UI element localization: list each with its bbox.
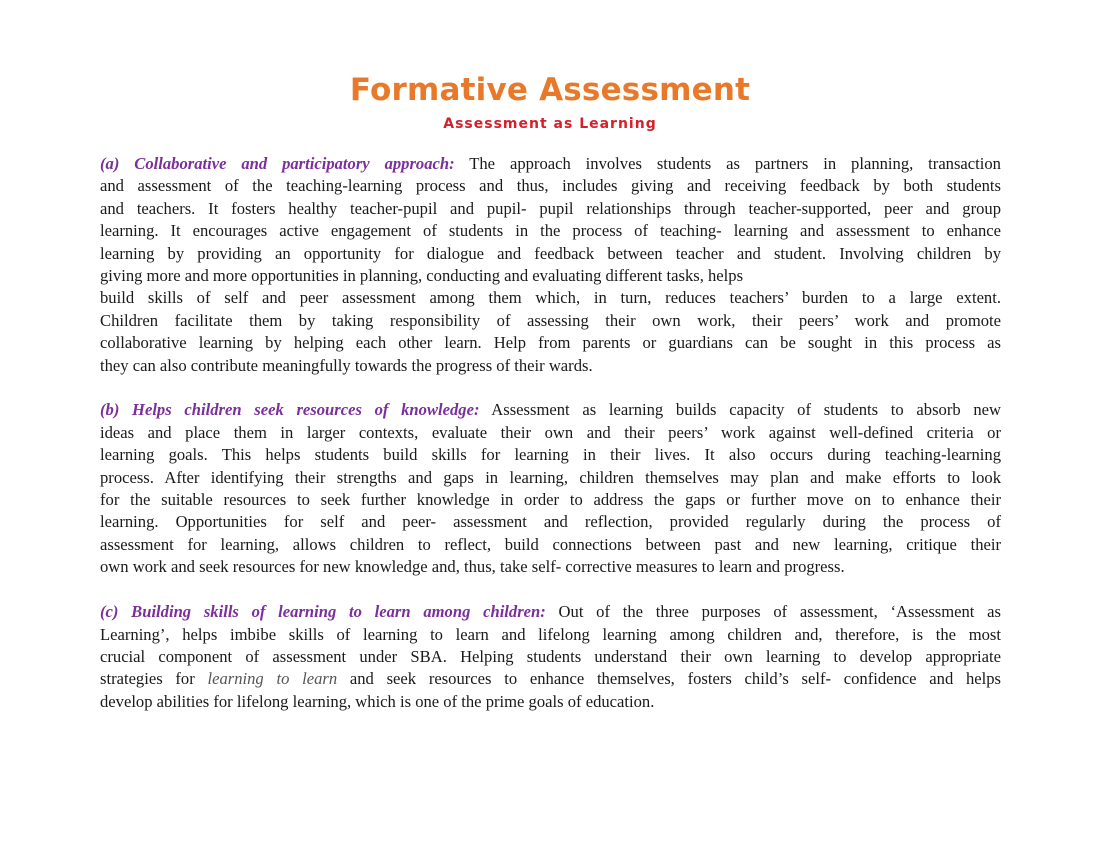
paragraph-line: crucial component of assessment under SBA. Helping students understand their own learning to develop appropriate	[100, 646, 1001, 666]
paragraph-line: learning goals. This helps students build skills for learning in their lives. It also occurs during teaching-learning	[100, 445, 1001, 465]
paragraph-line: ideas and place them in larger contexts, evaluate their own and their peers’ work against well-defined criteria or	[100, 422, 1001, 442]
paragraph-line: and teachers. It fosters healthy teacher-pupil and pupil- pupil relationships through teacher-supported, peer and group	[100, 198, 1001, 218]
paragraph-line: process. After identifying their strengths and gaps in learning, children themselves may plan and make efforts to look	[100, 467, 1001, 487]
paragraph-line: Learning’, helps imbibe skills of learning to learn and lifelong learning among children and, therefore, is the most	[100, 624, 1001, 644]
document-body	[100, 153, 1001, 736]
section-b-heading: (b) Helps children seek resources of knowledge:	[100, 400, 480, 420]
paragraph-line: own work and seek resources for new knowledge and, thus, take self- corrective measures to learn and progress.	[100, 557, 845, 577]
section-c-paragraph	[100, 601, 1001, 713]
paragraph-line: they can also contribute meaningfully towards the progress of their wards.	[100, 355, 593, 375]
section-c-heading: (c) Building skills of learning to learn among children:	[100, 602, 546, 622]
page-subtitle: Assessment as Learning	[443, 116, 657, 132]
paragraph-line: giving more and more opportunities in planning, conducting and evaluating different tasks, helps	[100, 266, 744, 286]
paragraph-line: build skills of self and peer assessment among them which, in turn, reduces teachers’ burden to a large extent.	[100, 288, 1001, 308]
paragraph-line: learning. It encourages active engagement of students in the process of teaching- learning and assessment to enhance	[100, 221, 1001, 241]
paragraph-line: develop abilities for lifelong learning, which is one of the prime goals of education.	[100, 691, 655, 711]
paragraph-line: (a) Collaborative and participatory approach: The approach involves students as partners in planning, transaction	[100, 154, 1001, 173]
section-a-paragraph	[100, 153, 1001, 377]
paragraph-line: learning. Opportunities for self and peer- assessment and reflection, provided regularly during the process of	[100, 512, 1001, 532]
paragraph-line: strategies for learning to learn and seek resources to enhance themselves, fosters child’s self- confidence and helps	[100, 669, 1002, 689]
paragraph-line: Children facilitate them by taking responsibility of assessing their own work, their peers’ work and promote	[100, 310, 1001, 330]
paragraph-line: and assessment of the teaching-learning process and thus, includes giving and receiving feedback by both students	[100, 176, 1001, 196]
paragraph-line: assessment for learning, allows children to reflect, build connections between past and new learning, critique their	[100, 534, 1001, 554]
paragraph-line: (c) Building skills of learning to learn among children: Out of the three purposes of assessment, ‘Assessment as	[100, 602, 1001, 622]
emphasis-learning-to-learn: learning to learn	[207, 669, 338, 689]
paragraph-line: learning by providing an opportunity for dialogue and feedback between teacher and student. Involving children by	[100, 243, 1001, 263]
paragraph-line: for the suitable resources to seek further knowledge in order to address the gaps or further move on to enhance their	[100, 490, 1001, 510]
page-title: Formative Assessment	[349, 72, 751, 108]
paragraph-line: (b) Helps children seek resources of knowledge: Assessment as learning builds capacity of students to absorb new	[100, 400, 1001, 420]
section-a-heading: (a) Collaborative and participatory approach:	[100, 154, 455, 173]
paragraph-line: collaborative learning by helping each other learn. Help from parents or guardians can be sought in this process as	[100, 333, 1001, 353]
section-b-paragraph	[100, 399, 1001, 578]
